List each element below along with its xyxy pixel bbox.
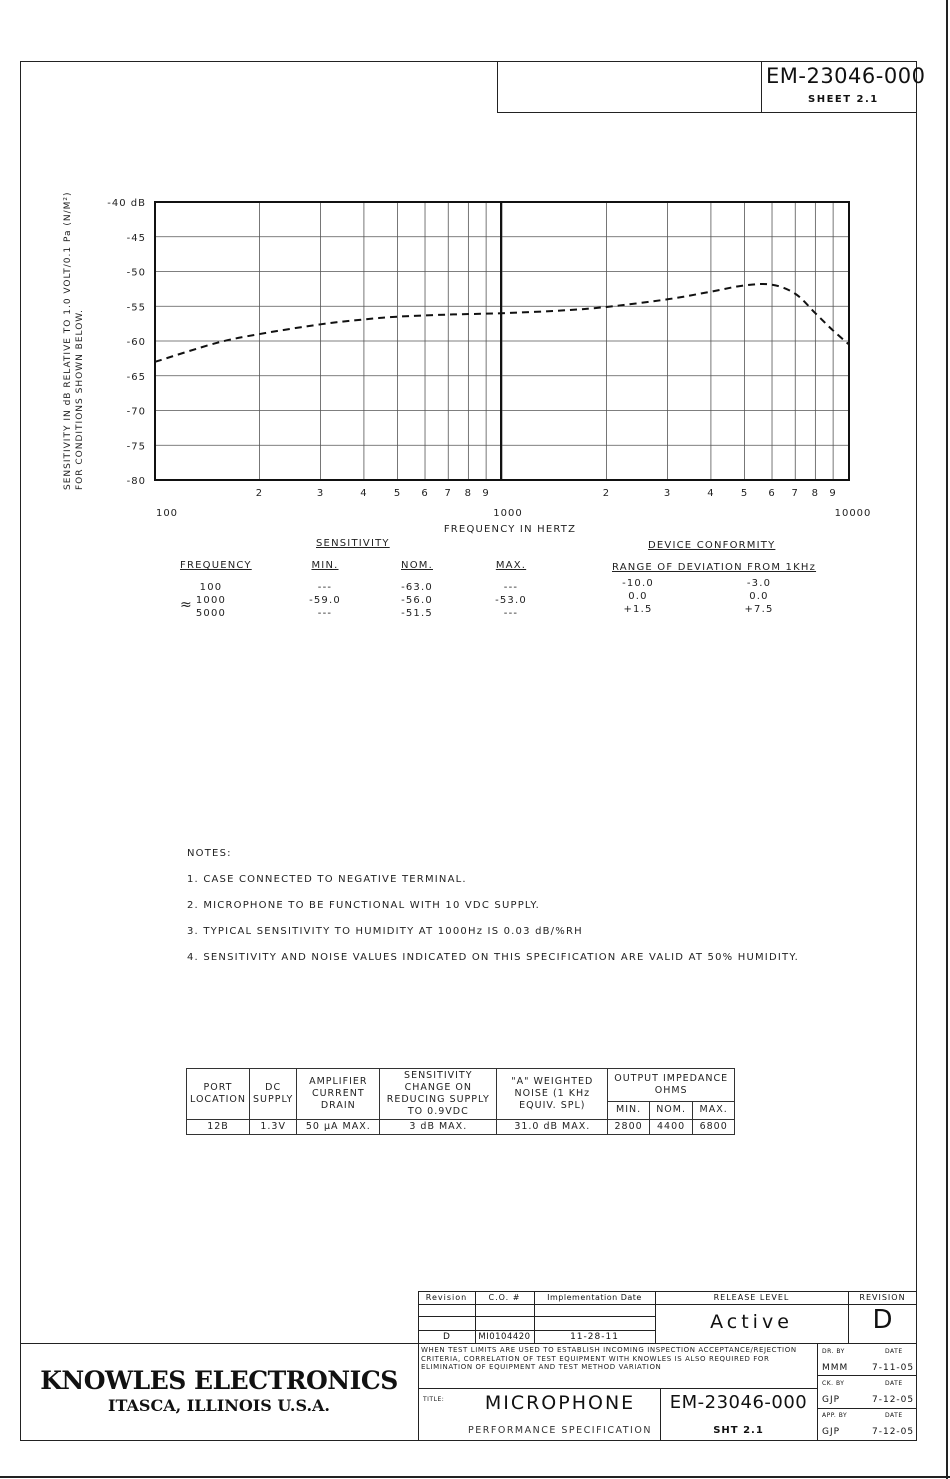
note-1: 1. CASE CONNECTED TO NEGATIVE TERMINAL. <box>187 874 467 885</box>
sens-row-1-min: --- <box>317 582 333 593</box>
sens-row-2-frequency: 1000 <box>195 595 227 606</box>
notice-bottom-rule <box>418 1388 817 1389</box>
chart-x-tick-label: 1000 <box>493 508 523 519</box>
company-top-rule <box>20 1343 418 1344</box>
sens-row-2-nom: -56.0 <box>401 595 433 606</box>
chart-y-axis-label-line2: FOR CONDITIONS SHOWN BELOW. <box>75 308 85 490</box>
revision-big: D <box>872 1305 893 1335</box>
chart-y-tick-label: -60 <box>126 337 146 348</box>
conformity-group-title: DEVICE CONFORMITY <box>648 540 776 551</box>
chart-y-tick-label: -45 <box>126 232 146 244</box>
spec-header-amplifier: AMPLIFIER CURRENT DRAIN <box>297 1069 380 1120</box>
sens-row-2-min: -59.0 <box>309 595 341 606</box>
drawing-subtitle: PERFORMANCE SPECIFICATION <box>468 1425 652 1436</box>
spec-impedance-min: 2800 <box>608 1120 650 1135</box>
sens-row-3-frequency: 5000 <box>195 608 227 619</box>
drawing-title: MICROPHONE <box>484 1392 636 1414</box>
sens-header-min: MIN. <box>311 560 339 571</box>
chart-x-tick-label: 6 <box>768 488 776 499</box>
dr-date-label: DATE <box>885 1348 903 1355</box>
spec-header-nom: NOM. <box>649 1101 692 1119</box>
sens-row-1-frequency: 100 <box>199 582 223 593</box>
spec-header-noise: "A" WEIGHTED NOISE (1 KHz EQUIV. SPL) <box>497 1069 608 1120</box>
title-doc-number: EM-23046-000 <box>669 1392 808 1413</box>
chart-x-tick-label: 8 <box>811 488 820 499</box>
rev-mid-rule <box>418 1316 655 1317</box>
chart-x-tick-label: 5 <box>393 488 402 499</box>
chart-y-tick-label: -75 <box>126 441 146 453</box>
conformity-header: RANGE OF DEVIATION FROM 1KHz <box>612 562 817 573</box>
rev-bottom-rule <box>418 1343 917 1344</box>
sens-row-1-max: --- <box>503 582 519 593</box>
chart-y-tick-label: -55 <box>126 302 146 314</box>
note-2: 2. MICROPHONE TO BE FUNCTIONAL WITH 10 VDC SUPPLY. <box>187 900 541 911</box>
company-name: KNOWLES ELECTRONICS <box>40 1366 398 1395</box>
spec-header-sensitivity-change: SENSITIVITY CHANGE ON REDUCING SUPPLY TO 0.9VDC <box>380 1069 497 1120</box>
company-location: ITASCA, ILLINOIS U.S.A. <box>107 1396 330 1415</box>
chart-x-tick-label: 10000 <box>834 508 872 519</box>
chart-y-tick-label: -40 dB <box>107 198 146 209</box>
sens-row-3-max: --- <box>503 608 519 619</box>
note-3: 3. TYPICAL SENSITIVITY TO HUMIDITY AT 1000Hz IS 0.03 dB/%RH <box>187 926 583 937</box>
spec-header-port-location: PORT LOCATION <box>187 1069 250 1120</box>
ck-by-label: CK. BY <box>822 1380 845 1387</box>
chart-x-tick-label: 3 <box>316 488 325 499</box>
ck-by: GJP <box>822 1395 841 1405</box>
ck-date: 7-12-05 <box>872 1395 915 1405</box>
conformity-row-3-high: +7.5 <box>744 604 774 615</box>
spec-impedance-nom: 4400 <box>649 1120 692 1135</box>
spec-port-location: 12B <box>187 1120 250 1135</box>
sens-row-1-nom: -63.0 <box>401 582 433 593</box>
sens-header-frequency: FREQUENCY <box>180 560 252 571</box>
app-by: GJP <box>822 1427 841 1437</box>
approval-left-rule <box>817 1343 818 1441</box>
title-block-left-rule <box>418 1291 419 1441</box>
chart-x-tick-label: 6 <box>421 488 429 499</box>
spec-header-max: MAX. <box>693 1101 735 1119</box>
chart-x-tick-label: 4 <box>360 488 368 499</box>
app-date-label: DATE <box>885 1412 903 1419</box>
chart-x-tick-label: 9 <box>829 488 837 499</box>
title-sheet: SHT 2.1 <box>713 1425 764 1436</box>
spec-amplifier-current: 50 µA MAX. <box>297 1120 380 1135</box>
sens-header-nom: NOM. <box>401 560 433 571</box>
note-4: 4. SENSITIVITY AND NOISE VALUES INDICATED ON THIS SPECIFICATION ARE VALID AT 50% HUMIDITY. <box>187 952 799 963</box>
chart-y-axis-label-line1: SENSITIVITY IN dB RELATIVE TO 1.0 VOLT/0.1 Pa (N/M²) <box>63 191 73 490</box>
conformity-row-2-high: 0.0 <box>749 591 769 602</box>
sens-row-3-min: --- <box>317 608 333 619</box>
sens-header-max: MAX. <box>495 560 527 571</box>
chart-x-tick-label: 4 <box>707 488 715 499</box>
dr-date: 7-11-05 <box>872 1363 915 1373</box>
chart-y-tick-label: -80 <box>126 476 146 487</box>
chart-x-tick-label: 9 <box>482 488 490 499</box>
co-value: MI0104420 <box>478 1332 531 1342</box>
approval-rule-2 <box>817 1408 917 1409</box>
revision-header: REVISION <box>859 1293 906 1302</box>
electrical-spec-table <box>186 1068 735 1135</box>
chart-x-tick-label: 3 <box>663 488 672 499</box>
app-by-label: APP. BY <box>822 1412 848 1419</box>
app-date: 7-12-05 <box>872 1427 915 1437</box>
spec-impedance-max: 6800 <box>693 1120 735 1135</box>
title-block-top-rule <box>418 1291 917 1292</box>
inspection-notice: WHEN TEST LIMITS ARE USED TO ESTABLISH INCOMING INSPECTION ACCEPTANCE/REJECTION CRITERIA, CORRELATION OF TEST EQUIPMENT WITH KNOWLES IS ALSO REQUIRED FOR ELIMINATION OF EQUIPMENT AND TEST METHOD VARIATION <box>421 1346 797 1371</box>
header-divider <box>761 61 762 113</box>
sens-row-2-max: -53.0 <box>495 595 527 606</box>
rev-label: Revision <box>425 1293 468 1302</box>
conformity-row-3-low: +1.5 <box>623 604 653 615</box>
notes-title: NOTES: <box>187 848 232 859</box>
conformity-row-1-low: -10.0 <box>622 578 654 589</box>
sensitivity-group-title: SENSITIVITY <box>316 538 390 549</box>
header-sheet: SHEET 2.1 <box>808 94 879 105</box>
approval-rule-1 <box>817 1375 917 1376</box>
title-label: TITLE: <box>423 1396 445 1403</box>
chart-y-tick-label: -50 <box>126 267 146 279</box>
rev-row-rule <box>418 1330 655 1331</box>
header-doc-number: EM-23046-000 <box>766 64 926 88</box>
spec-dc-supply: 1.3V <box>250 1120 297 1135</box>
spec-weighted-noise: 31.0 dB MAX. <box>497 1120 608 1135</box>
rev-value: D <box>443 1332 450 1342</box>
rev-header-rule <box>418 1304 655 1305</box>
spec-header-impedance: OUTPUT IMPEDANCE OHMS <box>608 1069 735 1102</box>
dr-by: MMM <box>822 1363 849 1373</box>
sensitivity-chart <box>0 160 950 540</box>
spec-sensitivity-change: 3 dB MAX. <box>380 1120 497 1135</box>
conformity-row-2-low: 0.0 <box>628 591 648 602</box>
chart-y-tick-label: -70 <box>126 406 146 418</box>
spec-header-dc-supply: DC SUPPLY <box>250 1069 297 1120</box>
release-level-value: Active <box>710 1311 793 1333</box>
ck-date-label: DATE <box>885 1380 903 1387</box>
chart-x-tick-label: 7 <box>444 488 452 499</box>
chart-x-axis-label: FREQUENCY IN HERTZ <box>443 524 577 535</box>
impl-label: Implementation Date <box>547 1293 642 1302</box>
impl-value: 11-28-11 <box>570 1332 619 1342</box>
sens-row-3-nom: -51.5 <box>401 608 433 619</box>
chart-x-tick-label: 2 <box>255 488 264 499</box>
chart-x-tick-label: 100 <box>155 508 179 519</box>
chart-y-tick-label: -65 <box>126 371 146 383</box>
chart-x-tick-label: 8 <box>464 488 473 499</box>
chart-x-tick-label: 2 <box>602 488 611 499</box>
dr-by-label: DR. BY <box>822 1348 845 1355</box>
page-bottom-rule <box>0 1476 950 1478</box>
spec-header-min: MIN. <box>608 1101 650 1119</box>
conformity-row-1-high: -3.0 <box>746 578 772 589</box>
chart-x-tick-label: 5 <box>740 488 749 499</box>
approx-symbol: ≈ <box>180 597 192 613</box>
release-level-label: RELEASE LEVEL <box>713 1293 790 1302</box>
co-label: C.O. # <box>488 1293 521 1302</box>
chart-x-tick-label: 7 <box>791 488 799 499</box>
